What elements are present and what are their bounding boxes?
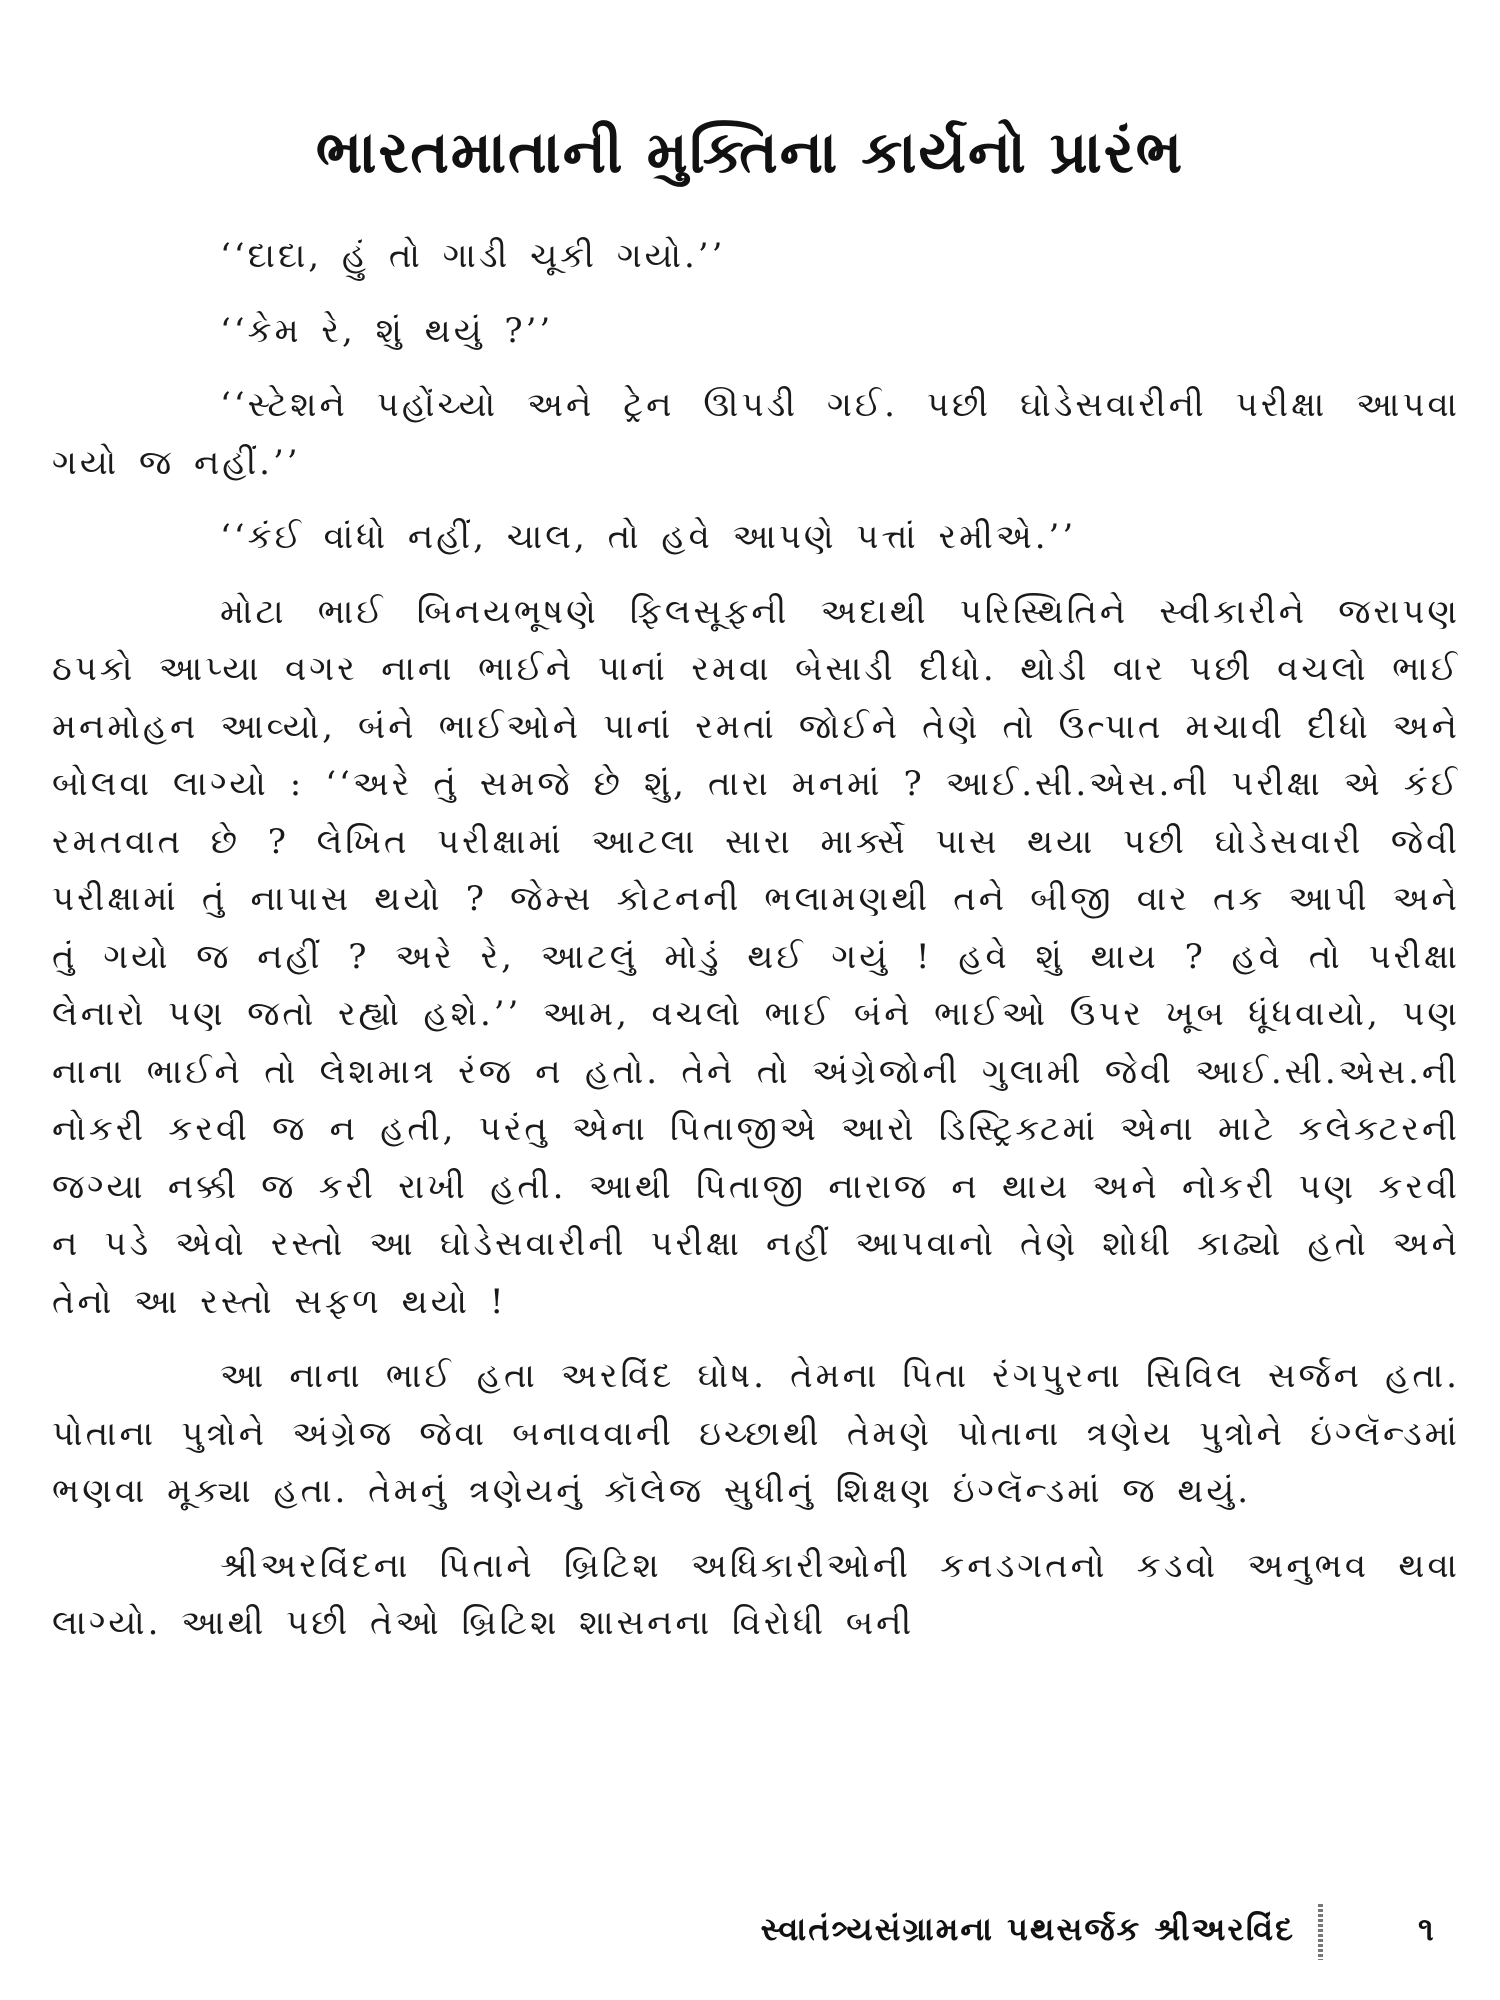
paragraph-6: આ નાના ભાઈ હતા અરવિંદ ઘોષ. તેમના પિતા રંગપુરના સિવિલ સર્જન હતા. પોતાના પુત્રોને અંગ્રેજ જેવા બનાવવાની ઇચ્છાથી તેમણે પોતાના ત્રણેય પુત્રોને ઇંગ્લૅન્ડમાં ભણવા મૂક્યા હતા. તેમનું ત્રણેયનું કૉલેજ સુધીનું શિક્ષણ ઇંગ્લૅન્ડમાં જ થયું. — [52, 1356, 1460, 1511]
chapter-body — [52, 228, 1460, 1670]
paragraph-3: ‘‘સ્ટેશને પહોંચ્યો અને ટ્રેન ઊપડી ગઈ. પછી ઘોડેસવારીની પરીક્ષા આપવા ગયો જ નહીં.’’ — [52, 385, 1460, 483]
paragraph-2: ‘‘કેમ રે, શું થયું ?’’ — [220, 310, 554, 351]
paragraph-1: ‘‘દાદા, હું તો ગાડી ચૂકી ગયો.’’ — [220, 236, 726, 276]
footer-book-title: સ્વાતંત્ર્યસંગ્રામના પથસર્જક શ્રીઅરવિંદ — [760, 1910, 1295, 1948]
chapter-title: ભારતમાતાની મુક્તિના કાર્યનો પ્રારંભ — [315, 118, 1185, 186]
paragraph-7: શ્રીઅરવિંદના પિતાને બ્રિટિશ અધિકારીઓની કનડગતનો કડવો અનુભવ થવા લાગ્યો. આથી પછી તેઓ બ્રિટિશ શાસનના વિરોધી બની — [52, 1545, 1460, 1643]
page-number: ૧ — [1418, 1910, 1434, 1948]
paragraph-4: ‘‘કંઈ વાંધો નહીં, ચાલ, તો હવે આપણે પત્તાં રમીએ.’’ — [220, 517, 1077, 557]
footer-divider — [1318, 1904, 1323, 1960]
paragraph-5: મોટા ભાઈ બિનયભૂષણે ફિલસૂફની અદાથી પરિસ્થિતિને સ્વીકારીને જરાપણ ઠપકો આપ્યા વગર નાના ભાઈને પાનાં રમવા બેસાડી દીધો. થોડી વાર પછી વચલો ભાઈ મનમોહન આવ્યો, બંને ભાઈઓને પાનાં રમતાં જોઈને તેણે તો ઉત્પાત મચાવી દીધો અને બોલવા લાગ્યો : ‘‘અરે તું સમજે છે શું, તારા મનમાં ? આઈ.સી.એસ.ની પરીક્ષા એ કંઈ રમતવાત છે ? લેખિત પરીક્ષામાં આટલા સારા માર્ક્સે પાસ થયા પછી ઘોડેસવારી જેવી પરીક્ષામાં તું નાપાસ થયો ? જેમ્સ કોટનની ભલામણથી તને બીજી વાર તક આપી અને તું ગયો જ નહીં ? અરે રે, આટલું મોડું થઈ ગયું ! હવે શું થાય ? હવે તો પરીક્ષા લેનારો પણ જતો રહ્યો હશે.’’ આમ, વચલો ભાઈ બંને ભાઈઓ ઉપર ખૂબ ધૂંધવાયો, પણ નાના ભાઈને તો લેશમાત્ર રંજ ન હતો. તેને તો અંગ્રેજોની ગુલામી જેવી આઈ.સી.એસ.ની નોકરી કરવી જ ન હતી, પરંતુ એના પિતાજીએ આરો ડિસ્ટ્રિક્ટમાં એના માટે કલેક્ટરની જગ્યા નક્કી જ કરી રાખી હતી. આથી પિતાજી નારાજ ન થાય અને નોકરી પણ કરવી ન પડે એવો રસ્તો આ ઘોડેસવારીની પરીક્ષા નહીં આપવાનો તેણે શોધી કાઢ્યો હતો અને તેનો આ રસ્તો સફળ થયો ! — [52, 591, 1460, 1322]
page-footer — [0, 1910, 1500, 1970]
